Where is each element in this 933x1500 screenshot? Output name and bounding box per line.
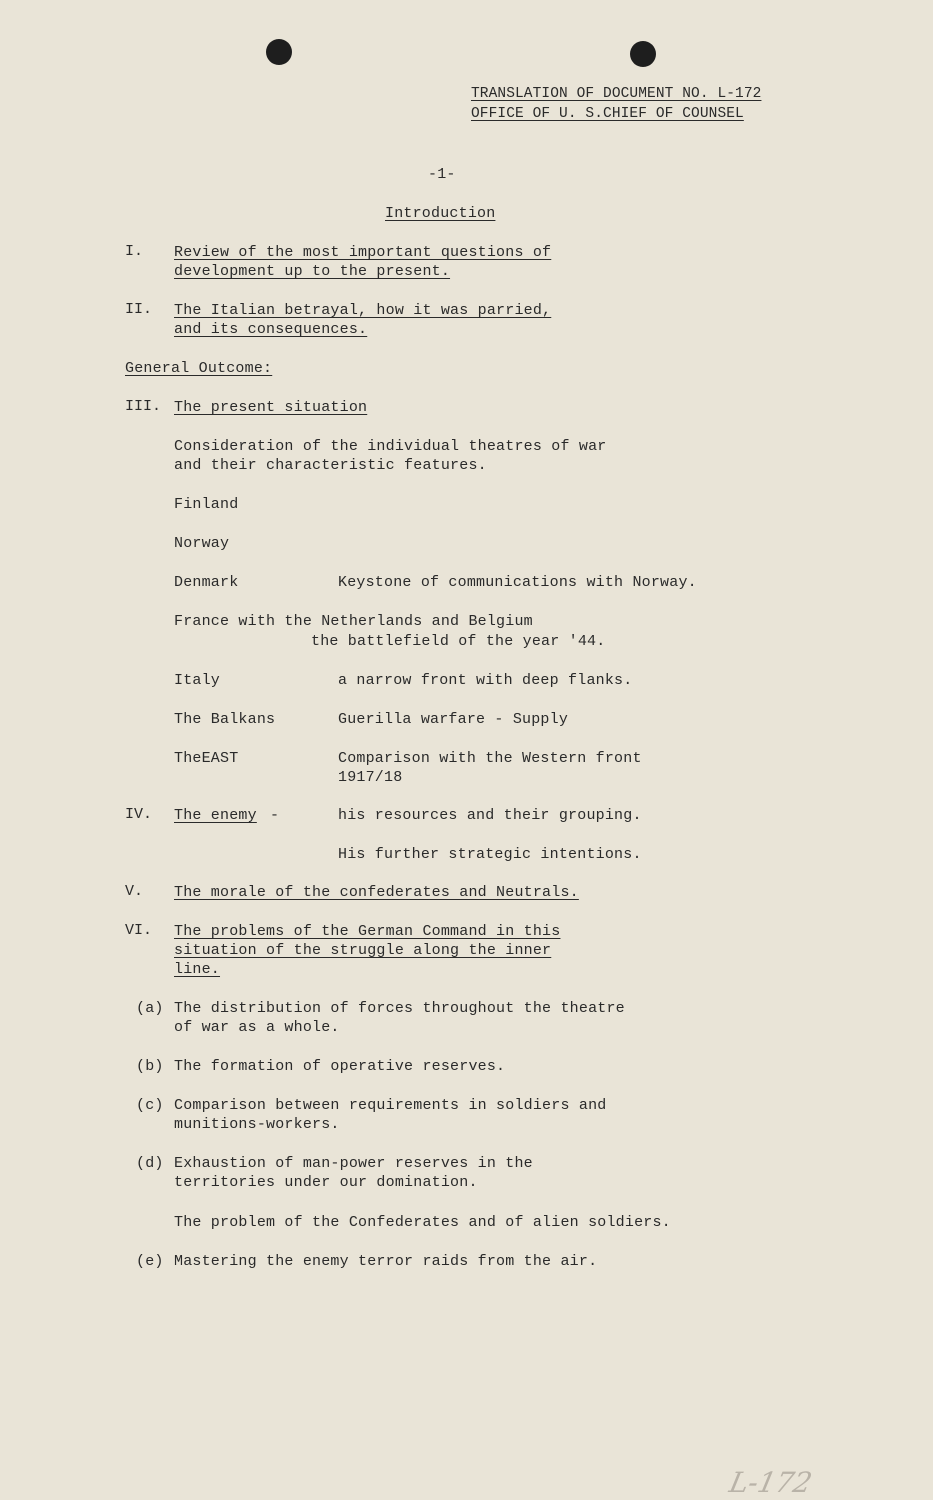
- section-number: IV.: [125, 806, 153, 823]
- theatre-note: 1917/18: [338, 769, 403, 786]
- dash: -: [270, 807, 280, 824]
- section-number: III.: [125, 398, 162, 415]
- theatre-name: Norway: [174, 535, 230, 552]
- section-title: The problems of the German Command in this: [174, 923, 561, 940]
- general-outcome-heading: General Outcome:: [125, 360, 273, 377]
- item-text: Mastering the enemy terror raids from the air.: [174, 1253, 598, 1270]
- section-number: I.: [125, 243, 144, 260]
- theatre-note: a narrow front with deep flanks.: [338, 672, 633, 689]
- theatre-name: Finland: [174, 496, 239, 513]
- theatre-note: Comparison with the Western front: [338, 750, 642, 767]
- section-title: line.: [174, 961, 221, 978]
- section-text: and its consequences.: [174, 321, 368, 338]
- section-number: VI.: [125, 922, 153, 939]
- page-number: -1-: [428, 166, 456, 183]
- section-number: II.: [125, 301, 153, 318]
- section-text: His further strategic intentions.: [338, 846, 642, 863]
- header-line-2: OFFICE OF U. S.CHIEF OF COUNSEL: [471, 106, 744, 122]
- item-text: Comparison between requirements in soldiers and: [174, 1097, 607, 1114]
- section-text: The Italian betrayal, how it was parried,: [174, 302, 552, 319]
- section-text: and their characteristic features.: [174, 457, 487, 474]
- punch-hole-left: [266, 39, 292, 65]
- theatre-name: Denmark: [174, 574, 239, 591]
- item-label: (c): [136, 1097, 164, 1114]
- item-text: territories under our domination.: [174, 1174, 478, 1191]
- header-line-1: TRANSLATION OF DOCUMENT NO. L-172: [471, 86, 762, 102]
- theatre-note: the battlefield of the year '44.: [311, 633, 606, 650]
- item-label: (a): [136, 1000, 164, 1017]
- section-text: Consideration of the individual theatres of war: [174, 438, 607, 455]
- item-text: munitions-workers.: [174, 1116, 340, 1133]
- section-title: The morale of the confederates and Neutrals.: [174, 884, 579, 901]
- theatre-name: Italy: [174, 672, 221, 689]
- item-text: The formation of operative reserves.: [174, 1058, 506, 1075]
- theatre-name: The Balkans: [174, 711, 276, 728]
- item-text: The problem of the Confederates and of alien soldiers.: [174, 1214, 671, 1231]
- section-text: his resources and their grouping.: [338, 807, 642, 824]
- page-title: Introduction: [385, 205, 496, 222]
- item-label: (e): [136, 1253, 164, 1270]
- item-text: Exhaustion of man-power reserves in the: [174, 1155, 533, 1172]
- section-text: development up to the present.: [174, 263, 451, 280]
- theatre-note: Guerilla warfare - Supply: [338, 711, 569, 728]
- item-label: (d): [136, 1155, 164, 1172]
- section-title: situation of the struggle along the inner: [174, 942, 552, 959]
- section-text: Review of the most important questions of: [174, 244, 552, 261]
- handwritten-mark: L-172: [726, 1466, 816, 1499]
- section-title: The present situation: [174, 399, 368, 416]
- item-text: of war as a whole.: [174, 1019, 340, 1036]
- punch-hole-right: [630, 41, 656, 67]
- item-label: (b): [136, 1058, 164, 1075]
- section-title: The enemy: [174, 807, 257, 824]
- theatre-note: Keystone of communications with Norway.: [338, 574, 697, 591]
- section-number: V.: [125, 883, 144, 900]
- theatre-name: France with the Netherlands and Belgium: [174, 613, 533, 630]
- item-text: The distribution of forces throughout the theatre: [174, 1000, 625, 1017]
- theatre-name: TheEAST: [174, 750, 239, 767]
